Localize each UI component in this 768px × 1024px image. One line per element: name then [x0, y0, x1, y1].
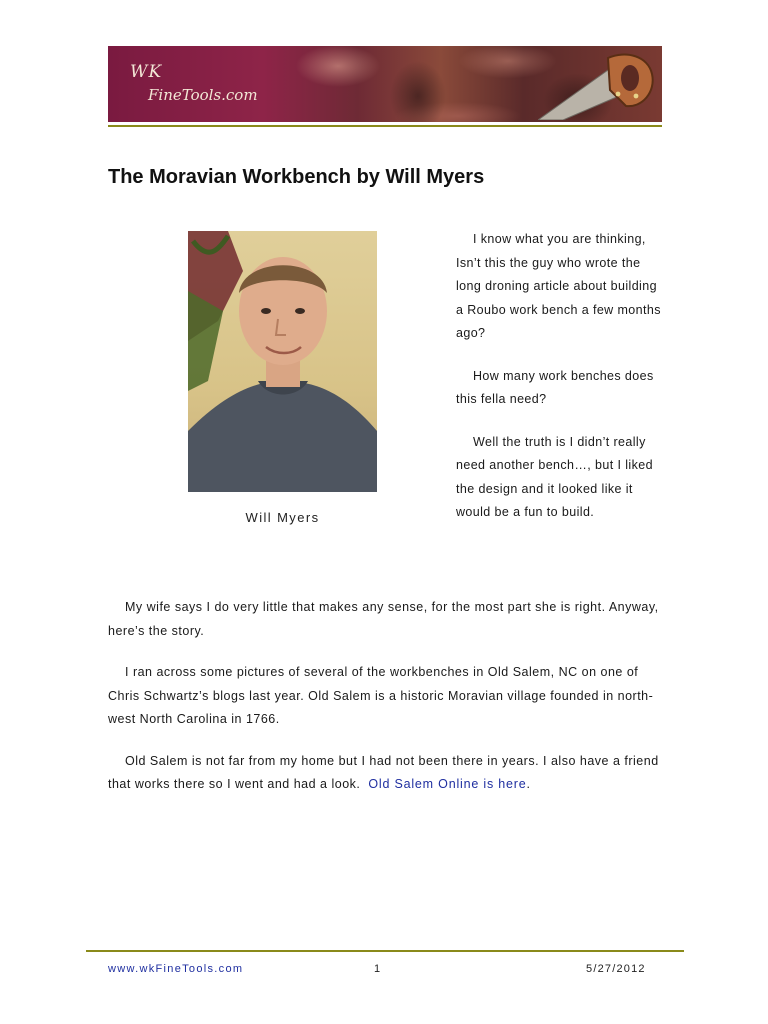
side-text-column — [456, 228, 666, 544]
logo-text-wk: WK — [130, 62, 163, 82]
portrait-illustration — [188, 231, 377, 492]
body-text — [108, 596, 664, 815]
header-rule — [108, 125, 662, 127]
body-paragraph: My wife says I do very little that makes any sense, for the most part she is right. Anyway, here’s the story. — [108, 600, 659, 638]
footer-website[interactable]: www.wkFineTools.com — [108, 963, 244, 975]
side-paragraph: I know what you are thinking, Isn’t this the guy who wrote the long droning article about building a Roubo work bench a few months ago? — [456, 232, 661, 340]
old-salem-link[interactable]: Old Salem Online is here — [368, 777, 527, 791]
body-paragraph: Old Salem is not far from my home but I had not been there in years. I also have a friend that works there so I went and had a look. Old Salem Online is here. — [108, 753, 659, 791]
header-banner — [108, 46, 662, 122]
footer-page-number: 1 — [374, 963, 381, 975]
page-title: The Moravian Workbench by Will Myers — [108, 166, 485, 188]
saw-icon — [538, 50, 656, 120]
footer-rule — [86, 950, 684, 952]
logo-text-finetools: FineTools.com — [148, 86, 258, 104]
side-paragraph: How many work benches does this fella need? — [456, 368, 654, 406]
footer-date: 5/27/2012 — [586, 963, 646, 975]
body-paragraph: I ran across some pictures of several of the workbenches in Old Salem, NC on one of Chris Schwartz’s blogs last year. Old Salem is a historic Moravian village founded in north-west North Carolina in 1766. — [108, 665, 654, 726]
photo-caption: Will Myers — [245, 510, 320, 525]
portrait-photo — [188, 231, 377, 492]
side-paragraph: Well the truth is I didn’t really need another bench…, but I liked the design and it looked like it would be a fun to build. — [456, 434, 653, 519]
